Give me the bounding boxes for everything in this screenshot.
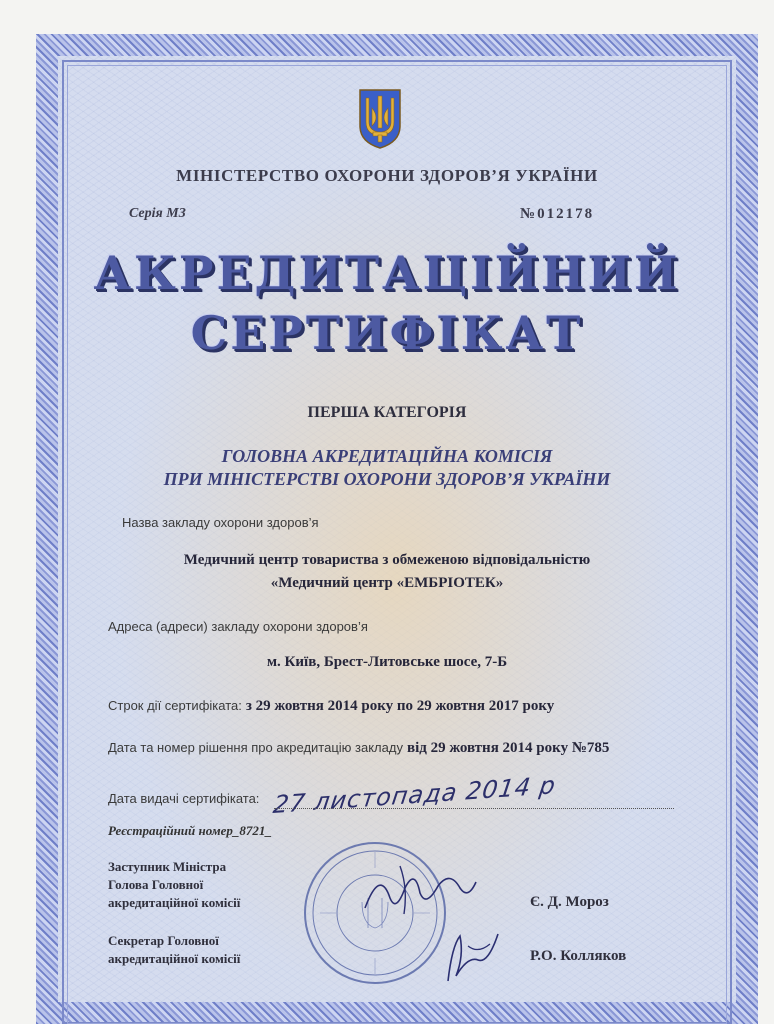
institution-name-line-1: Медичний центр товариства з обмеженою відповідальністю [183,552,591,568]
title-line-1: АКРЕДИТАЦІЙНИЙ [93,246,681,300]
validity-value: з 29 жовтня 2014 року по 29 жовтня 2017 року [245,698,555,714]
secretary-title [108,932,240,968]
certificate-number: №012178 [520,206,595,222]
deputy-name: Є. Д. Мороз [530,894,609,910]
registration-number: Реєстраційний номер_8721_ [108,823,272,838]
address-label: Адреса (адреси) закладу охорони здоров’я [108,619,368,634]
issue-date-handwritten: 27 листопада 2014 р [271,770,559,820]
title-line-2: СЕРТИФІКАТ [190,306,584,360]
validity-label: Строк дії сертифіката: [108,698,242,713]
validity-row [108,697,554,715]
institution-label: Назва закладу охорони здоров’я [122,515,319,530]
deputy-title-line-1: Заступник Міністра [108,859,227,874]
issue-row [108,770,559,820]
commission-line-2: ПРИ МІНІСТЕРСТВІ ОХОРОНИ ЗДОРОВ’Я УКРАЇНИ [163,469,611,489]
institution-name-line-2: «Медичний центр «ЕМБРІОТЕК» [270,575,504,591]
secretary-title-line-2: акредитаційної комісії [108,951,241,966]
commission-line-1: ГОЛОВНА АКРЕДИТАЦІЙНА КОМІСІЯ [221,446,553,466]
category: ПЕРША КАТЕГОРІЯ [307,404,467,421]
issue-label: Дата видачі сертифіката: [108,791,260,806]
address-value: м. Київ, Брест-Литовське шосе, 7-Б [266,654,508,670]
trident-coat-of-arms-icon [356,88,404,150]
deputy-title-line-2: Голова Головної [108,877,204,892]
deputy-title-line-3: акредитаційної комісії [108,895,241,910]
series-label: Серія МЗ [129,206,186,221]
secretary-title-line-1: Секретар Головної [108,933,219,948]
decision-value: від 29 жовтня 2014 року №785 [406,740,610,756]
secretary-signature [438,926,508,986]
deputy-signature [360,858,480,918]
issue-date-underline [274,808,674,810]
decision-label: Дата та номер рішення про акредитацію закладу [108,740,403,755]
ministry-name: МІНІСТЕРСТВО ОХОРОНИ ЗДОРОВ’Я УКРАЇНИ [176,166,598,185]
secretary-name: Р.О. Колляков [530,948,627,964]
deputy-title [108,858,240,912]
decision-row [108,739,609,757]
